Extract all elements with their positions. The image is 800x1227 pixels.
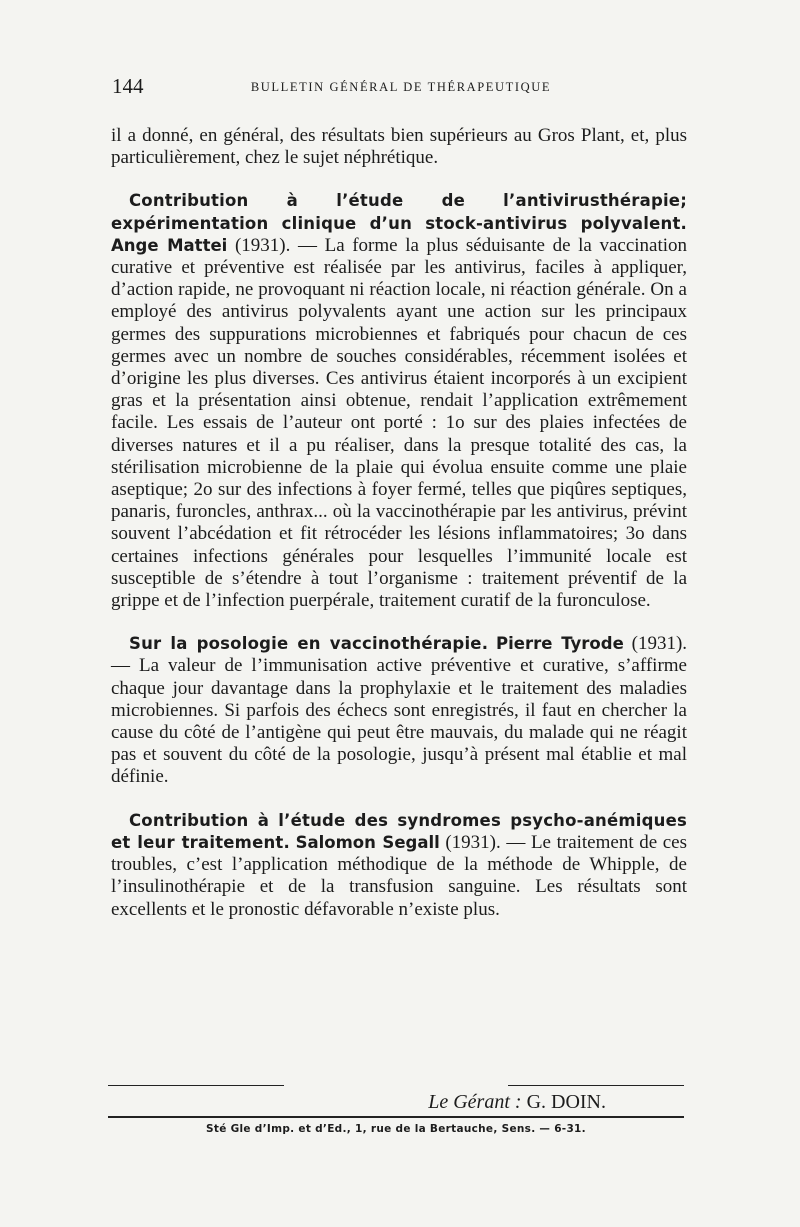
abstract-entry xyxy=(111,633,687,788)
paragraph-gap xyxy=(111,612,687,633)
entry-text: — La valeur de l’immunisation active préventive et curative, s’affirme chaque jour davantage dans la prophylaxie et le traitement des maladies microbiennes. Si parfois des échecs sont enregistrés, il faut en chercher la cause du côté de l’antigène qui peut être mauvais, du malade qui ne réagit pas et souvent du côté de la posologie, jusqu’à présent mal établie et mal définie. xyxy=(111,655,687,788)
gerant-label: Le Gérant : xyxy=(428,1091,522,1113)
entry-title: Contribution à l’étude de l’antivirusthérapie; expérimentation clinique d’un stock-antivirus polyvalent. xyxy=(111,191,687,233)
page-body xyxy=(111,125,687,921)
entry-year: (1931). xyxy=(631,633,688,655)
entry-title: Sur la posologie en vaccinothérapie. xyxy=(129,634,489,654)
entry-author: Ange Mattei xyxy=(111,235,228,255)
entry-text: — Le traitement de ces troubles, c’est l’application méthodique de la méthode de Whipple, de l’insulinothérapie et de la transfusion sanguine. Les résultats sont excellents et le pronostic défavorable n’existe plus. xyxy=(111,831,687,920)
footer-rule-right xyxy=(508,1085,684,1086)
running-title: BULLETIN GÉNÉRAL DE THÉRAPEUTIQUE xyxy=(250,80,552,94)
abstract-entry xyxy=(111,810,687,921)
entry-author: Pierre Tyrode xyxy=(496,634,624,654)
paragraph-gap xyxy=(111,169,687,190)
continuation-paragraph: il a donné, en général, des résultats bien supérieurs au Gros Plant, et, plus particulièrement, chez le sujet néphrétique. xyxy=(111,125,687,169)
gerant-name: G. DOIN. xyxy=(526,1091,606,1113)
footer-rule xyxy=(108,1116,684,1118)
entry-year: (1931). xyxy=(234,234,291,256)
page-footer xyxy=(108,1080,684,1140)
page-header xyxy=(112,74,690,100)
abstract-entry xyxy=(111,190,687,612)
page-number: 144 xyxy=(112,74,144,98)
entry-year: (1931). xyxy=(445,831,501,853)
paragraph-gap xyxy=(111,789,687,810)
gerant-signature xyxy=(428,1091,606,1114)
footer-rule-left xyxy=(108,1085,284,1086)
entry-title: Contribution à l’étude des syndromes psycho-anémiques et leur traitement. xyxy=(111,810,687,852)
printer-imprint: Sté Gle d’Imp. et d’Ed., 1, rue de la Bertauche, Sens. — 6-31. xyxy=(206,1123,586,1135)
entry-author: Salomon Segall xyxy=(295,832,440,852)
entry-text: — La forme la plus séduisante de la vaccination curative et préventive est réalisée par les antivirus, faciles à appliquer, d’action rapide, ne provoquant ni réaction locale, ni réaction générale. On a employé des antivirus polyvalents ayant une action sur les principaux germes des suppurations microbiennes et fabriqués pour chacun de ces germes avec un nombre de souches considérables, récemment isolées et d’origine les plus diverses. Ces antivirus étaient incorporés à un excipient gras et la présentation ainsi obtenue, rendait l’application extrêmement facile. Les essais de l’auteur ont porté : 1o sur des plaies infectées de diverses natures et il a pu réaliser, dans la presque totalité des cas, la stérilisation microbienne de la plaie qui évolua ensuite comme une plaie aseptique; 2o sur des infections à foyer fermé, telles que piqûres septiques, panaris, furoncles, anthrax... où la vaccinothérapie par les antivirus, prévint souvent l’abcédation et fit rétrocéder les lésions inflammatoires; 3o dans certaines infections générales pour lesquelles l’immunité locale est susceptible de s’étendre à tout l’organisme : traitement préventif de la grippe et de l’infection puerpérale, traitement curatif de la furonculose. xyxy=(111,234,688,612)
